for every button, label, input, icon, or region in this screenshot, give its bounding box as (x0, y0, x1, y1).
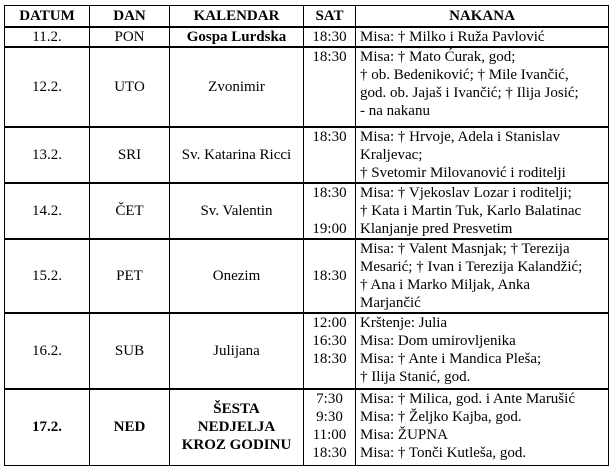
feast-title-line: ŠESTA (213, 401, 260, 418)
header-dan: DAN (90, 6, 170, 28)
table-row (5, 313, 609, 389)
nakana-line: Misa: ŽUPNA (360, 427, 448, 443)
nakana-line: Misa: Dom umirovljenika (360, 333, 516, 349)
table-row (5, 239, 609, 313)
sat-time: 12:00 (312, 315, 347, 331)
datum-cell: 12.2. (5, 47, 90, 127)
header-kalendar: KALENDAR (170, 6, 304, 28)
nakana-cell (356, 27, 609, 47)
nakana-line: † Ana i Marko Miljak, Anka (360, 277, 530, 293)
feast-title-line: KROZ GODINU (181, 437, 292, 454)
sat-cell (304, 127, 356, 183)
kalendar-cell: Sv. Katarina Ricci (170, 127, 304, 183)
mass-schedule-table (4, 5, 609, 466)
sat-time: 16:30 (312, 333, 347, 349)
nakana-line: † Ilija Stanić, god. (360, 369, 471, 385)
kalendar-cell: Onezim (170, 239, 304, 313)
datum-cell: 14.2. (5, 183, 90, 239)
header-row (5, 6, 609, 28)
nakana-line: - na nakanu (360, 103, 430, 119)
nakana-line: Kraljevac; (360, 147, 423, 163)
dan-cell: SUB (90, 313, 170, 389)
feast-title (174, 400, 299, 454)
kalendar-cell: Gospa Lurdska (170, 27, 304, 47)
sat-time: 18:30 (312, 351, 347, 367)
nakana-line: † Kata i Martin Tuk, Karlo Balatinac (360, 203, 582, 219)
datum-cell: 11.2. (5, 27, 90, 47)
table-row (5, 183, 609, 239)
table-row (5, 27, 609, 47)
sat-time: 18:30 (312, 29, 347, 45)
sat-spacer (308, 202, 351, 220)
kalendar-cell (170, 389, 304, 465)
nakana-cell (356, 313, 609, 389)
sat-cell (304, 47, 356, 127)
nakana-line: Krštenje: Julia (360, 315, 448, 331)
sat-cell (304, 183, 356, 239)
kalendar-cell: Zvonimir (170, 47, 304, 127)
sat-time: 18:30 (312, 445, 347, 461)
header-datum: DATUM (5, 6, 90, 28)
sat-time: 19:00 (312, 221, 347, 237)
sat-time: 18:30 (312, 268, 347, 284)
sat-cell (304, 27, 356, 47)
sat-time: 18:30 (312, 185, 347, 201)
nakana-line: Misa: † Tonči Kutleša, god. (360, 445, 527, 461)
sat-time: 11:00 (312, 427, 347, 443)
sat-time: 7:30 (316, 391, 343, 407)
nakana-line: Misa: † Mato Ćurak, god; (360, 49, 516, 65)
nakana-cell (356, 389, 609, 465)
table-row (5, 47, 609, 127)
dan-cell: NED (90, 389, 170, 465)
nakana-line: god. ob. Jajaš i Ivančić; † Ilija Josić; (360, 85, 579, 101)
nakana-line: † ob. Bedeniković; † Mile Ivančić, (360, 67, 569, 83)
kalendar-cell: Sv. Valentin (170, 183, 304, 239)
nakana-line: Mesarić; † Ivan i Terezija Kalandžić; (360, 259, 583, 275)
nakana-line: Misa: † Hrvoje, Adela i Stanislav (360, 129, 560, 145)
nakana-line: † Svetomir Milovanović i roditelji (360, 165, 566, 181)
nakana-cell (356, 183, 609, 239)
nakana-line: Marjančić (360, 295, 421, 311)
sat-time: 18:30 (312, 49, 347, 65)
header-sat: SAT (304, 6, 356, 28)
dan-cell: PON (90, 27, 170, 47)
nakana-cell (356, 127, 609, 183)
nakana-line: Misa: † Milica, god. i Ante Marušić (360, 391, 575, 407)
nakana-line: Klanjanje pred Presvetim (360, 221, 513, 237)
sat-cell (304, 313, 356, 389)
table-row-sunday (5, 389, 609, 465)
table-row (5, 127, 609, 183)
header-nakana: NAKANA (356, 6, 609, 28)
sat-cell (304, 389, 356, 465)
sat-cell (304, 239, 356, 313)
datum-cell: 17.2. (5, 389, 90, 465)
sat-time: 9:30 (316, 409, 343, 425)
nakana-line: Misa: † Valent Masnjak; † Terezija (360, 241, 570, 257)
feast-title-line: NEDJELJA (197, 419, 276, 436)
dan-cell: UTO (90, 47, 170, 127)
dan-cell: ČET (90, 183, 170, 239)
datum-cell: 15.2. (5, 239, 90, 313)
sat-time: 18:30 (312, 129, 347, 145)
nakana-line: Misa: † Željko Kajba, god. (360, 409, 522, 425)
datum-cell: 13.2. (5, 127, 90, 183)
nakana-line: Misa: † Ante i Mandica Pleša; (360, 351, 542, 367)
nakana-cell (356, 239, 609, 313)
nakana-cell (356, 47, 609, 127)
dan-cell: SRI (90, 127, 170, 183)
dan-cell: PET (90, 239, 170, 313)
nakana-line: Misa: † Vjekoslav Lozar i roditelji; (360, 185, 572, 201)
kalendar-cell: Julijana (170, 313, 304, 389)
datum-cell: 16.2. (5, 313, 90, 389)
nakana-line: Misa: † Milko i Ruža Pavlović (360, 29, 545, 45)
